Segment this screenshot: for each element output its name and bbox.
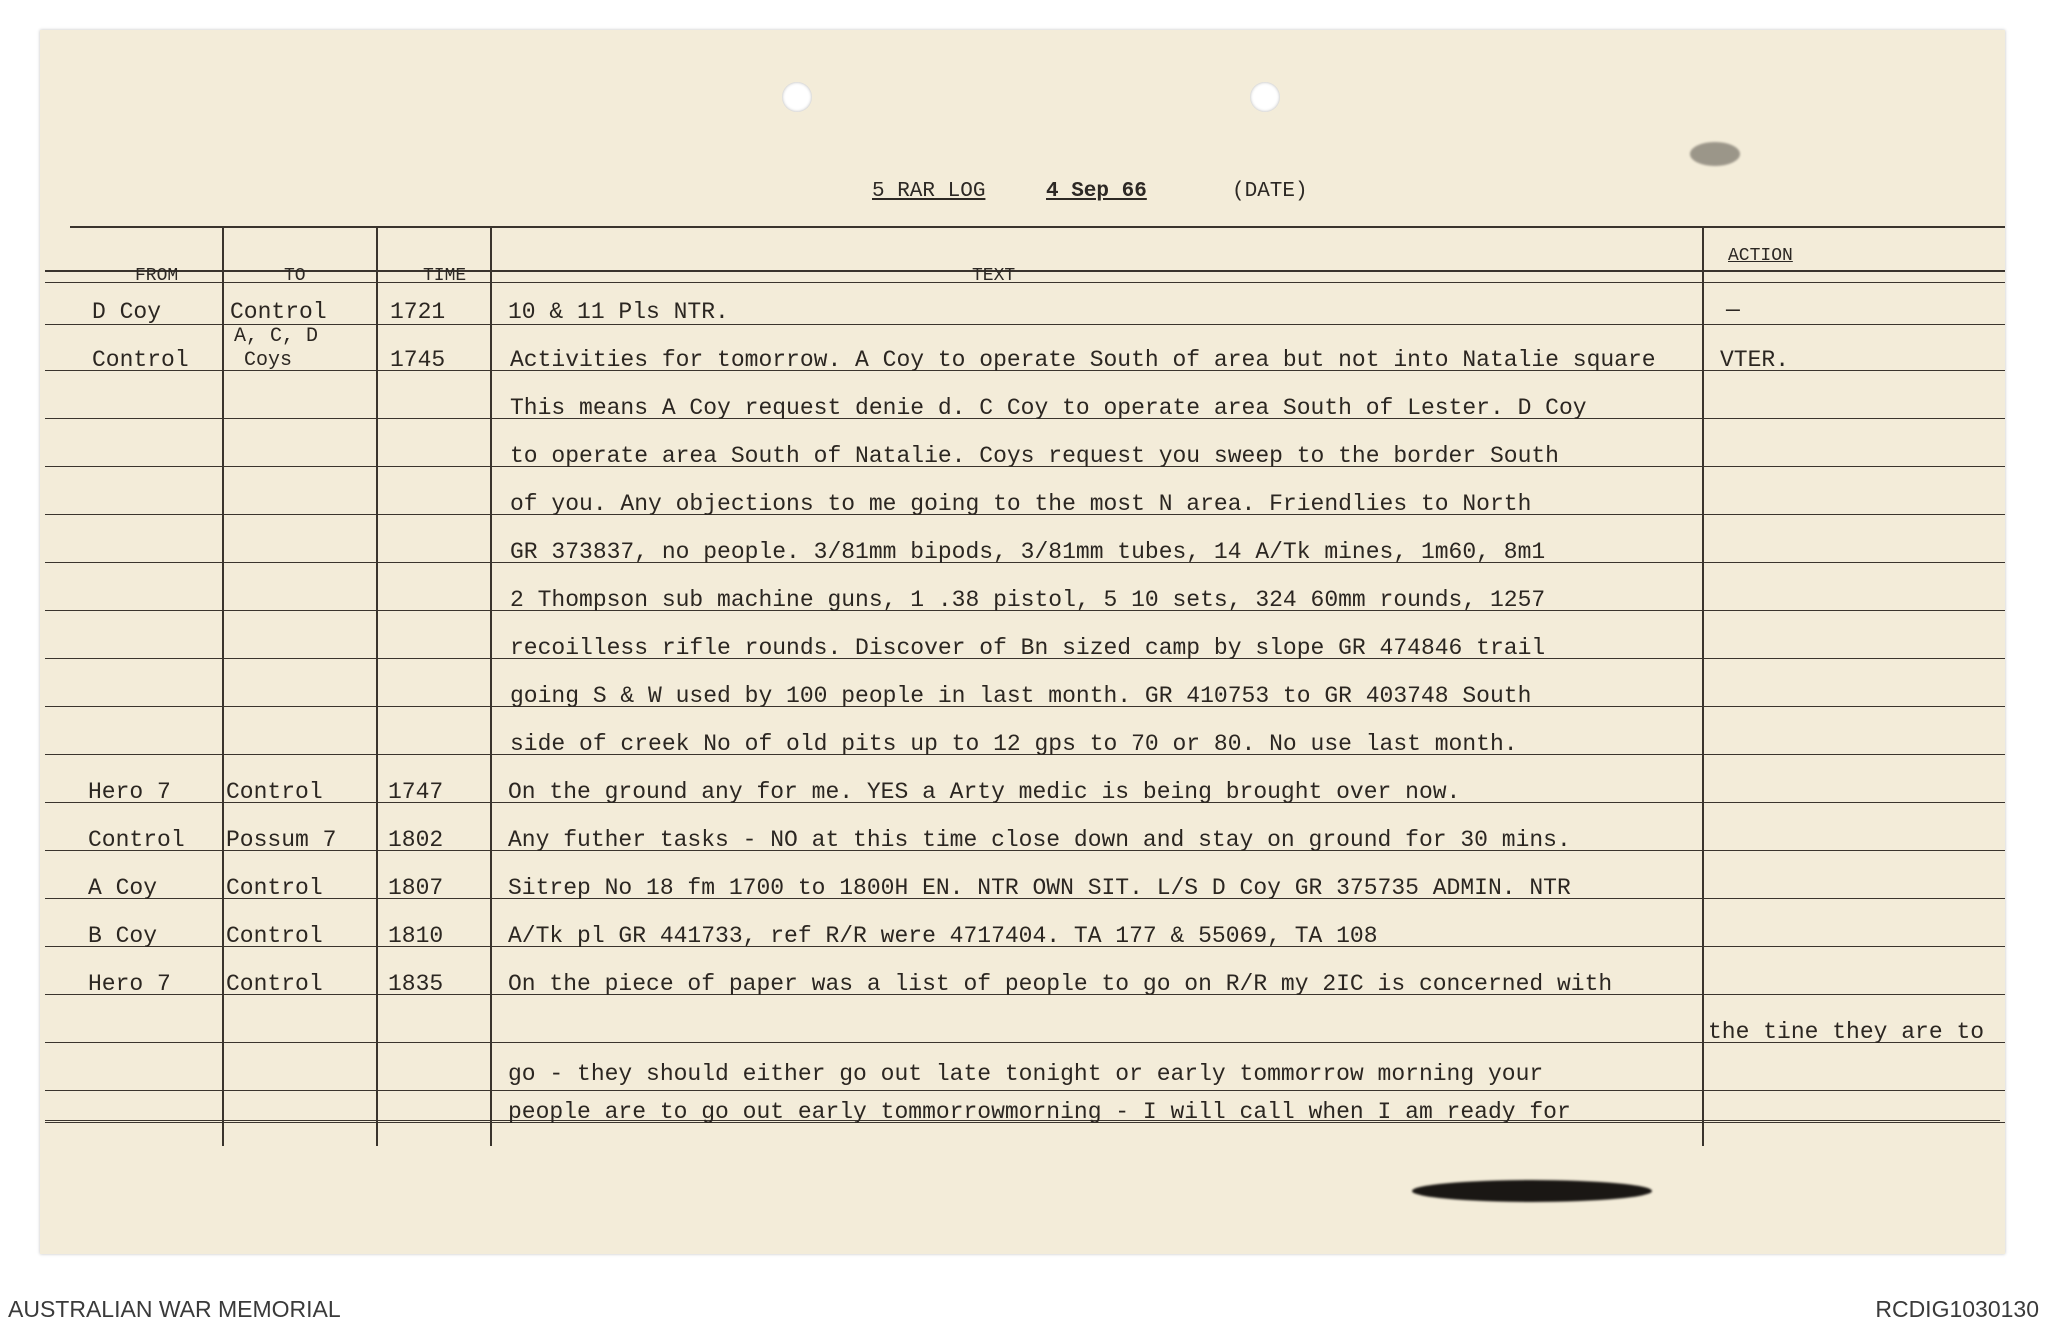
row-rule bbox=[45, 1090, 2005, 1091]
log-sheet bbox=[40, 30, 2005, 1254]
row-rule bbox=[45, 324, 2005, 325]
entry-from: Hero 7 bbox=[88, 971, 171, 997]
table-top-rule bbox=[70, 226, 2005, 228]
punch-hole-right bbox=[1250, 82, 1280, 112]
entry-action: — bbox=[1726, 297, 1740, 323]
col-rule-from bbox=[222, 226, 224, 1146]
entry-from: Hero 7 bbox=[88, 779, 171, 805]
entry-text-line: On the piece of paper was a list of people to go on R/R my 2IC is concerned with bbox=[508, 971, 1613, 997]
entry-time: 1802 bbox=[388, 827, 444, 853]
entry-time: 1745 bbox=[390, 347, 446, 373]
entry-to: Control bbox=[226, 779, 323, 805]
entry-text-line: 10 & 11 Pls NTR. bbox=[508, 299, 729, 325]
entry-text-line: go - they should either go out late tonight or early tommorrow morning your bbox=[508, 1061, 1544, 1087]
col-header-time: TIME bbox=[423, 266, 467, 286]
punch-hole-left bbox=[782, 82, 812, 112]
col-header-action: ACTION bbox=[1728, 246, 1793, 266]
log-name: 5 RAR LOG bbox=[872, 180, 986, 203]
ink-smudge bbox=[1412, 1180, 1652, 1202]
entry-from: Control bbox=[92, 347, 189, 373]
row-rule bbox=[45, 282, 2005, 283]
entry-text-line: A/Tk pl GR 441733, ref R/R were 4717404. TA 177 & 55069, TA 108 bbox=[508, 923, 1378, 949]
entry-text-line: 2 Thompson sub machine guns, 1 .38 pistol, 5 10 sets, 324 60mm rounds, 1257 bbox=[510, 587, 1546, 613]
entry-time: 1721 bbox=[390, 299, 446, 325]
entry-from: D Coy bbox=[92, 299, 162, 325]
entry-action: VTER. bbox=[1720, 347, 1790, 373]
ink-smudge bbox=[1690, 142, 1740, 166]
entry-text-line: recoilless rifle rounds. Discover of Bn sized camp by slope GR 474846 trail bbox=[510, 635, 1546, 661]
entry-to: Control bbox=[226, 875, 323, 901]
entry-from: Control bbox=[88, 827, 185, 853]
date-label: (DATE) bbox=[1232, 180, 1308, 203]
entry-text-line: going S & W used by 100 people in last month. GR 410753 to GR 403748 South bbox=[510, 683, 1532, 709]
entry-text-line: people are to go out early tommorrowmorning - I will call when I am ready for bbox=[508, 1099, 1571, 1125]
entry-time: 1835 bbox=[388, 971, 444, 997]
col-rule-time bbox=[490, 226, 492, 1146]
entry-text-line: This means A Coy request denie d. C Coy to operate area South of Lester. D Coy bbox=[510, 395, 1587, 421]
col-rule-to bbox=[376, 226, 378, 1146]
entry-text-line: of you. Any objections to me going to the most N area. Friendlies to North bbox=[510, 491, 1532, 517]
entry-text-line: Activities for tomorrow. A Coy to operate South of area but not into Natalie square bbox=[510, 347, 1656, 373]
entry-to: Control bbox=[230, 299, 327, 325]
entry-to: Possum 7 bbox=[226, 827, 337, 853]
header-bottom-rule bbox=[45, 270, 2005, 272]
entry-text-line: On the ground any for me. YES a Arty medic is being brought over now. bbox=[508, 779, 1461, 805]
entry-text-line: side of creek No of old pits up to 12 gps to 70 or 80. No use last month. bbox=[510, 731, 1518, 757]
entry-to: Control bbox=[226, 923, 323, 949]
log-date: 4 Sep 66 bbox=[1046, 180, 1147, 203]
col-rule-text bbox=[1702, 226, 1704, 1146]
entry-time: 1747 bbox=[388, 779, 444, 805]
entry-to: Control bbox=[226, 971, 323, 997]
entry-text-line: Any futher tasks - NO at this time close down and stay on ground for 30 mins. bbox=[508, 827, 1571, 853]
entry-time: 1807 bbox=[388, 875, 444, 901]
entry-text-line: to operate area South of Natalie. Coys request you sweep to the border South bbox=[510, 443, 1559, 469]
entry-text-line: GR 373837, no people. 3/81mm bipods, 3/81mm tubes, 14 A/Tk mines, 1m60, 8m1 bbox=[510, 539, 1546, 565]
entry-to: A, C, D bbox=[234, 325, 319, 348]
entry-time: 1810 bbox=[388, 923, 444, 949]
footer-archive-name: AUSTRALIAN WAR MEMORIAL bbox=[8, 1296, 341, 1322]
col-header-from: FROM bbox=[135, 266, 179, 286]
footer-record-id: RCDIG1030130 bbox=[1875, 1296, 2039, 1322]
entry-text-line: Sitrep No 18 fm 1700 to 1800H EN. NTR OWN SIT. L/S D Coy GR 375735 ADMIN. NTR bbox=[508, 875, 1571, 901]
entry-from: A Coy bbox=[88, 875, 158, 901]
col-header-text: TEXT bbox=[972, 266, 1016, 286]
entry-action: the tine they are to bbox=[1708, 1019, 1985, 1045]
entry-to: Coys bbox=[244, 349, 293, 372]
entry-from: B Coy bbox=[88, 923, 158, 949]
col-header-to: TO bbox=[284, 266, 306, 286]
